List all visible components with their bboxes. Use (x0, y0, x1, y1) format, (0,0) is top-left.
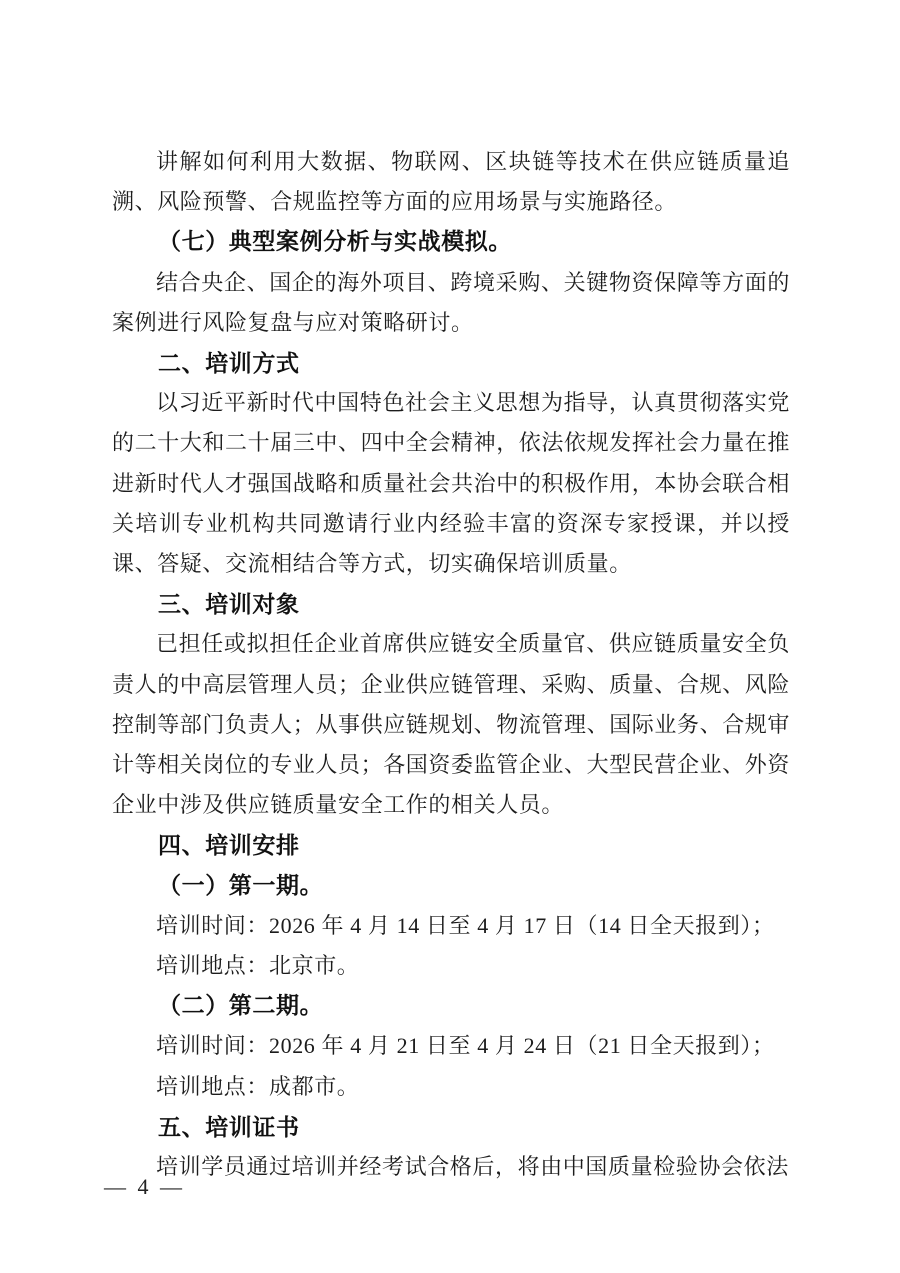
paragraph: 培训学员通过培训并经考试合格后，将由中国质量检验协会依法 (156, 1154, 789, 1180)
sub-section-heading: （一）第一期。 (158, 872, 324, 898)
paragraph: 讲解如何利用大数据、物联网、区块链等技术在供应链质量追溯、风险预警、合规监控等方面的应用场景与实施路径。 (112, 149, 790, 215)
page-number: — 4 — (104, 1174, 185, 1199)
sub-section-heading: （七）典型案例分析与实战模拟。 (158, 229, 512, 255)
paragraph: 已担任或拟担任企业首席供应链安全质量官、供应链质量安全负责人的中高层管理人员；企业供应链管理、采购、质量、合规、风险控制等部门负责人；从事供应链规划、物流管理、国际业务、合规审计等相关岗位的专业人员；各国资委监管企业、大型民营企业、外资企业中涉及供应链质量安全工作的相关人员。 (112, 631, 791, 818)
paragraph: 培训时间：2026 年 4 月 21 日至 4 月 24 日（21 日全天报到）； (156, 1033, 775, 1059)
section-heading: 三、培训对象 (158, 591, 300, 618)
paragraph: 结合央企、国企的海外项目、跨境采购、关键物资保障等方面的案例进行风险复盘与应对策略研讨。 (112, 269, 790, 335)
section-heading: 四、培训安排 (158, 832, 300, 859)
paragraph: 以习近平新时代中国特色社会主义思想为指导，认真贯彻落实党的二十大和二十届三中、四中全会精神，依法依规发挥社会力量在推进新时代人才强国战略和质量社会共治中的积极作用，本协会联合相关培训专业机构共同邀请行业内经验丰富的资深专家授课，并以授课、答疑、交流相结合等方式，切实确保培训质量。 (112, 390, 791, 577)
section-heading: 五、培训证书 (158, 1113, 300, 1140)
paragraph: 培训地点：北京市。 (156, 953, 360, 979)
paragraph: 培训地点：成都市。 (156, 1073, 360, 1099)
sub-section-heading: （二）第二期。 (158, 993, 324, 1019)
section-heading: 二、培训方式 (158, 350, 300, 377)
paragraph: 培训时间：2026 年 4 月 14 日至 4 月 17 日（14 日全天报到）； (156, 912, 775, 938)
document-body (112, 142, 790, 1187)
